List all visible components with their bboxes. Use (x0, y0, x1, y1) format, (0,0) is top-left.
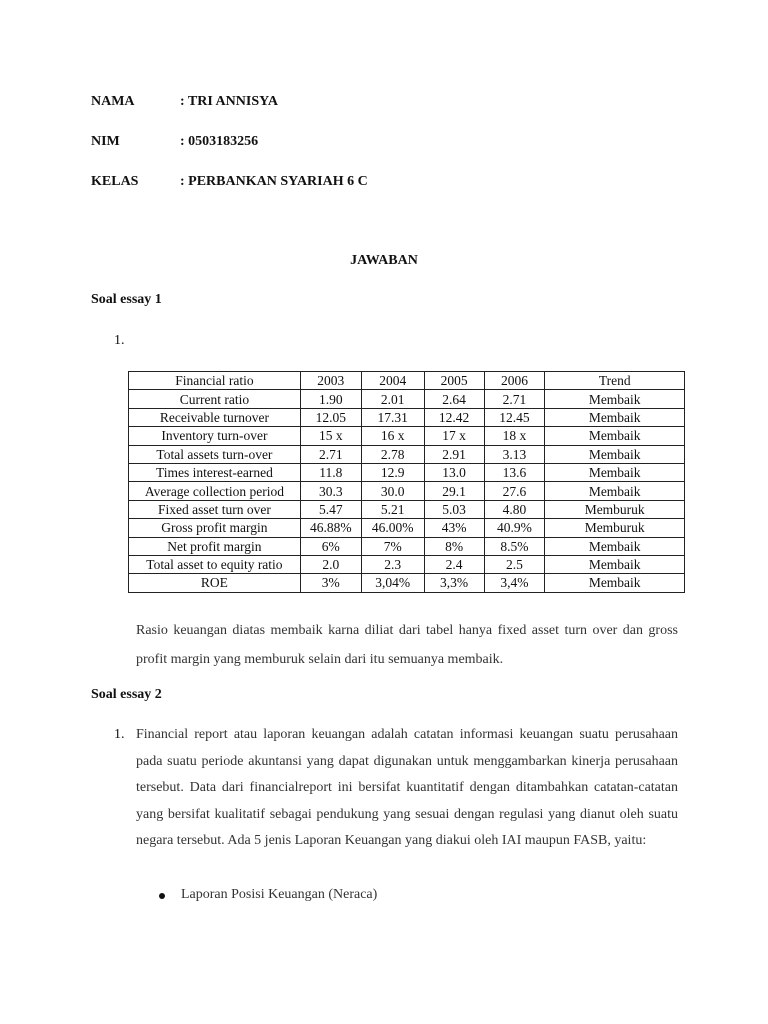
table-cell: 4.80 (484, 500, 545, 518)
table-row (129, 408, 685, 426)
table-cell: 3,4% (484, 574, 545, 592)
table-row (129, 574, 685, 592)
nama-value: : TRI ANNISYA (180, 94, 279, 109)
table-cell: 12.05 (300, 408, 361, 426)
nim-value: : 0503183256 (180, 134, 259, 149)
table-row (129, 482, 685, 500)
table-cell: 2.5 (484, 555, 545, 573)
table-header-cell: 2003 (300, 372, 361, 390)
table-cell: 3% (300, 574, 361, 592)
table-cell: 12.42 (424, 408, 484, 426)
table-cell: Membaik (545, 427, 685, 445)
table-cell: 2.71 (484, 390, 545, 408)
table-cell: 2.3 (361, 555, 424, 573)
table-cell: Membaik (545, 408, 685, 426)
table-cell: 12.9 (361, 463, 424, 481)
table-cell: Times interest-earned (129, 463, 301, 481)
table-cell: Membaik (545, 482, 685, 500)
table-cell: Membaik (545, 463, 685, 481)
table-cell: 46.00% (361, 519, 424, 537)
table-cell: 5.03 (424, 500, 484, 518)
table-cell: 7% (361, 537, 424, 555)
table-cell: 8% (424, 537, 484, 555)
table-cell: 30.0 (361, 482, 424, 500)
table-header-cell: 2005 (424, 372, 484, 390)
table-cell: 2.91 (424, 445, 484, 463)
table-cell: 2.0 (300, 555, 361, 573)
table-cell: Current ratio (129, 390, 301, 408)
table-cell: Membaik (545, 555, 685, 573)
essay2-number: 1. (114, 727, 125, 742)
bullet-icon (159, 893, 165, 899)
table-cell: 2.01 (361, 390, 424, 408)
table-cell: 2.78 (361, 445, 424, 463)
page-title: JAWABAN (350, 253, 418, 268)
table-cell: 40.9% (484, 519, 545, 537)
table-cell: 13.0 (424, 463, 484, 481)
table-cell: Total assets turn-over (129, 445, 301, 463)
table-cell: 17.31 (361, 408, 424, 426)
table-cell: Membaik (545, 390, 685, 408)
table-cell: 43% (424, 519, 484, 537)
table-cell: Membaik (545, 537, 685, 555)
essay1-conclusion: Rasio keuangan diatas membaik karna diliat dari tabel hanya fixed asset turn over dan gross profit margin yang memburuk selain dari itu semuanya membaik. (136, 623, 678, 667)
table-cell: Membaik (545, 574, 685, 592)
table-row (129, 445, 685, 463)
table-cell: Inventory turn-over (129, 427, 301, 445)
essay2-paragraph: Financial report atau laporan keuangan adalah catatan informasi keuangan suatu perusahaan pada suatu periode akuntansi yang dapat digunakan untuk menggambarkan kinerja perusahaan tersebut. Data dari financialreport ini bersifat kuantitatif dengan ditambahkan catatan-catatan yang bersifat kualitatif sebagai pendukung yang sesuai dengan regulasi yang dianut oleh suatu negara tersebut. Ada 5 jenis Laporan Keuangan yang diakui oleh IAI maupun FASB, yaitu: (136, 727, 678, 848)
table-cell: Net profit margin (129, 537, 301, 555)
table-cell: 1.90 (300, 390, 361, 408)
essay2-bullet-item: Laporan Posisi Keuangan (Neraca) (181, 887, 378, 902)
kelas-label: KELAS (91, 174, 139, 189)
table-cell: 29.1 (424, 482, 484, 500)
table-cell: 18 x (484, 427, 545, 445)
financial-ratio-table (128, 371, 685, 593)
table-header-cell: 2006 (484, 372, 545, 390)
table-cell: 27.6 (484, 482, 545, 500)
table-cell: 3,04% (361, 574, 424, 592)
table-row (129, 537, 685, 555)
table-cell: ROE (129, 574, 301, 592)
table-cell: Gross profit margin (129, 519, 301, 537)
table-cell: 15 x (300, 427, 361, 445)
table-cell: 11.8 (300, 463, 361, 481)
table-header-cell: Financial ratio (129, 372, 301, 390)
table-cell: 2.4 (424, 555, 484, 573)
table-row (129, 500, 685, 518)
table-cell: Memburuk (545, 500, 685, 518)
table-cell: 46.88% (300, 519, 361, 537)
table-row (129, 427, 685, 445)
table-cell: 6% (300, 537, 361, 555)
table-cell: Total asset to equity ratio (129, 555, 301, 573)
table-cell: 17 x (424, 427, 484, 445)
table-header-cell: Trend (545, 372, 685, 390)
table-cell: Fixed asset turn over (129, 500, 301, 518)
table-cell: 2.64 (424, 390, 484, 408)
essay1-heading: Soal essay 1 (91, 292, 162, 307)
table-cell: 3,3% (424, 574, 484, 592)
table-cell: 5.47 (300, 500, 361, 518)
table-cell: 12.45 (484, 408, 545, 426)
table-cell: Membaik (545, 445, 685, 463)
nim-label: NIM (91, 134, 120, 149)
table-cell: 3.13 (484, 445, 545, 463)
kelas-value: : PERBANKAN SYARIAH 6 C (180, 174, 368, 189)
nama-label: NAMA (91, 94, 135, 109)
table-cell: 13.6 (484, 463, 545, 481)
table-cell: Receivable turnover (129, 408, 301, 426)
table-cell: 30.3 (300, 482, 361, 500)
table-cell: 16 x (361, 427, 424, 445)
table-row (129, 519, 685, 537)
table-cell: Average collection period (129, 482, 301, 500)
table-row (129, 390, 685, 408)
table-header-row (129, 372, 685, 390)
table-row (129, 555, 685, 573)
essay1-number: 1. (114, 333, 125, 348)
table-cell: 5.21 (361, 500, 424, 518)
table-cell: 8.5% (484, 537, 545, 555)
table-cell: Memburuk (545, 519, 685, 537)
table-header-cell: 2004 (361, 372, 424, 390)
essay2-heading: Soal essay 2 (91, 687, 162, 702)
table-cell: 2.71 (300, 445, 361, 463)
table-row (129, 463, 685, 481)
